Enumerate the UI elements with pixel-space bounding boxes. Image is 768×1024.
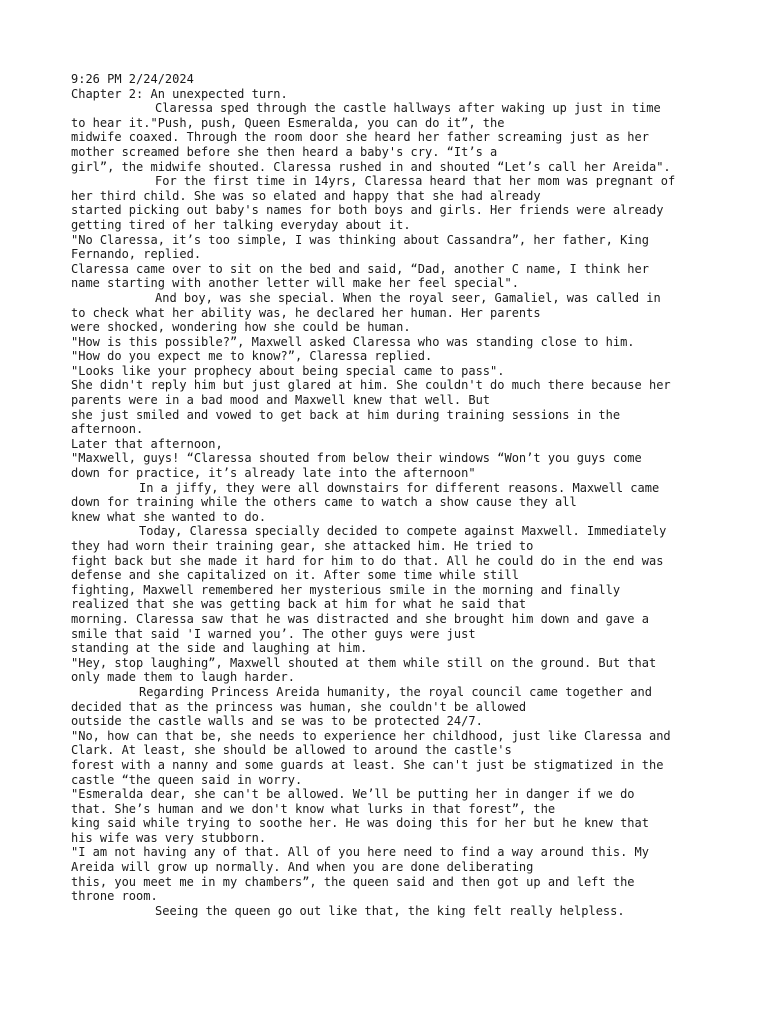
text-line: Fernando, replied. [71,247,202,262]
text-line: "How is this possible?”, Maxwell asked Claressa who was standing close to him. [71,334,635,349]
text-line: girl”, the midwife shouted. Claressa rushed in and shouted “Let’s call her Areida". [71,159,671,174]
text-line: Today, Claressa specially decided to compete against Maxwell. Immediately [139,524,667,539]
chapter-heading: Chapter 2: An unexpected turn. [71,86,288,101]
text-line: Later that afternoon, [71,436,223,451]
document-timestamp: 9:26 PM 2/24/2024 [71,72,194,86]
text-line: were shocked, wondering how she could be human. [71,320,411,335]
text-line: she just smiled and vowed to get back at him during training sessions in the [71,407,621,422]
text-line: She didn't reply him but just glared at him. She couldn't do much there because her [71,378,671,393]
document-page [71,72,711,918]
text-line: down for practice, it’s already late into the afternoon" [71,466,476,481]
text-line: they had worn their training gear, she attacked him. He tried to [71,539,534,553]
text-line: In a jiffy, they were all downstairs for different reasons. Maxwell came [139,480,660,495]
text-line: to check what her ability was, he declared her human. Her parents [71,305,541,320]
text-line: "No, how can that be, she needs to experience her childhood, just like Claressa and [71,728,671,743]
text-line: throne room. [71,889,158,904]
text-line: "Looks like your prophecy about being special came to pass". [71,363,505,378]
text-line: realized that she was getting back at him for what he said that [71,597,527,612]
text-line: "I am not having any of that. All of you here need to find a way around this. My [71,845,649,860]
text-line: For the first time in 14yrs, Claressa heard that her mom was pregnant of [155,174,676,189]
text-line: mother screamed before she then heard a baby's cry. “It’s a [71,144,498,159]
text-line: knew what she wanted to do. [71,509,267,524]
text-line: Seeing the queen go out like that, the king felt really helpless. [155,903,625,918]
text-line: castle “the queen said in worry. [71,772,303,787]
text-line: to hear it."Push, push, Queen Esmeralda, you can do it”, the [71,115,505,130]
text-line: decided that as the princess was human, she couldn't be allowed [71,699,527,714]
text-line: getting tired of her talking everyday about it. [71,217,411,232]
text-line: defense and she capitalized on it. After some time while still [71,568,519,583]
text-line: standing at the side and laughing at him. [71,641,368,656]
text-line: afternoon. [71,422,144,437]
text-line: fighting, Maxwell remembered her mysterious smile in the morning and finally [71,582,621,597]
text-line: her third child. She was so elated and happy that she had already [71,188,541,203]
text-line: Claressa sped through the castle hallways after waking up just in time [155,101,661,116]
text-line: down for training while the others came to watch a show cause they all [71,495,577,510]
text-line: started picking out baby's names for both boys and girls. Her friends were already [71,203,664,218]
text-line: his wife was very stubborn. [71,830,267,845]
text-line: Claressa came over to sit on the bed and said, “Dad, another C name, I think her [71,261,649,276]
text-line: "Maxwell, guys! “Claressa shouted from below their windows “Won’t you guys come [71,451,642,466]
text-line: Clark. At least, she should be allowed to around the castle's [71,743,512,758]
text-line: morning. Claressa saw that he was distracted and she brought him down and gave a [71,611,649,626]
text-line: "Hey, stop laughing”, Maxwell shouted at them while still on the ground. But that [71,655,657,670]
text-line: "How do you expect me to know?”, Claressa replied. [71,349,433,364]
text-line: smile that said 'I warned you’. The other guys were just [71,626,476,641]
text-line: forest with a nanny and some guards at least. She can't just be stigmatized in the [71,757,664,772]
text-line: Regarding Princess Areida humanity, the royal council came together and [139,684,652,699]
text-line: fight back but she made it hard for him to do that. All he could do in the end was [71,553,664,568]
text-line: that. She’s human and we don't know what lurks in that forest”, the [71,801,556,816]
text-line: And boy, was she special. When the royal seer, Gamaliel, was called in [155,290,661,305]
text-line: this, you meet me in my chambers”, the queen said and then got up and left the [71,874,635,889]
text-line: outside the castle walls and se was to be protected 24/7. [71,714,483,729]
text-line: "Esmeralda dear, she can't be allowed. We’ll be putting her in danger if we do [71,787,635,802]
text-line: "No Claressa, it’s too simple, I was thinking about Cassandra”, her father, King [71,232,649,247]
text-line: midwife coaxed. Through the room door she heard her father screaming just as her [71,130,649,145]
text-line: parents were in a bad mood and Maxwell knew that well. But [71,393,491,408]
text-line: only made them to laugh harder. [71,670,295,685]
text-line: name starting with another letter will make her feel special". [71,276,519,291]
text-line: king said while trying to soothe her. He was doing this for her but he knew that [71,816,649,831]
text-line: Areida will grow up normally. And when you are done deliberating [71,860,534,875]
